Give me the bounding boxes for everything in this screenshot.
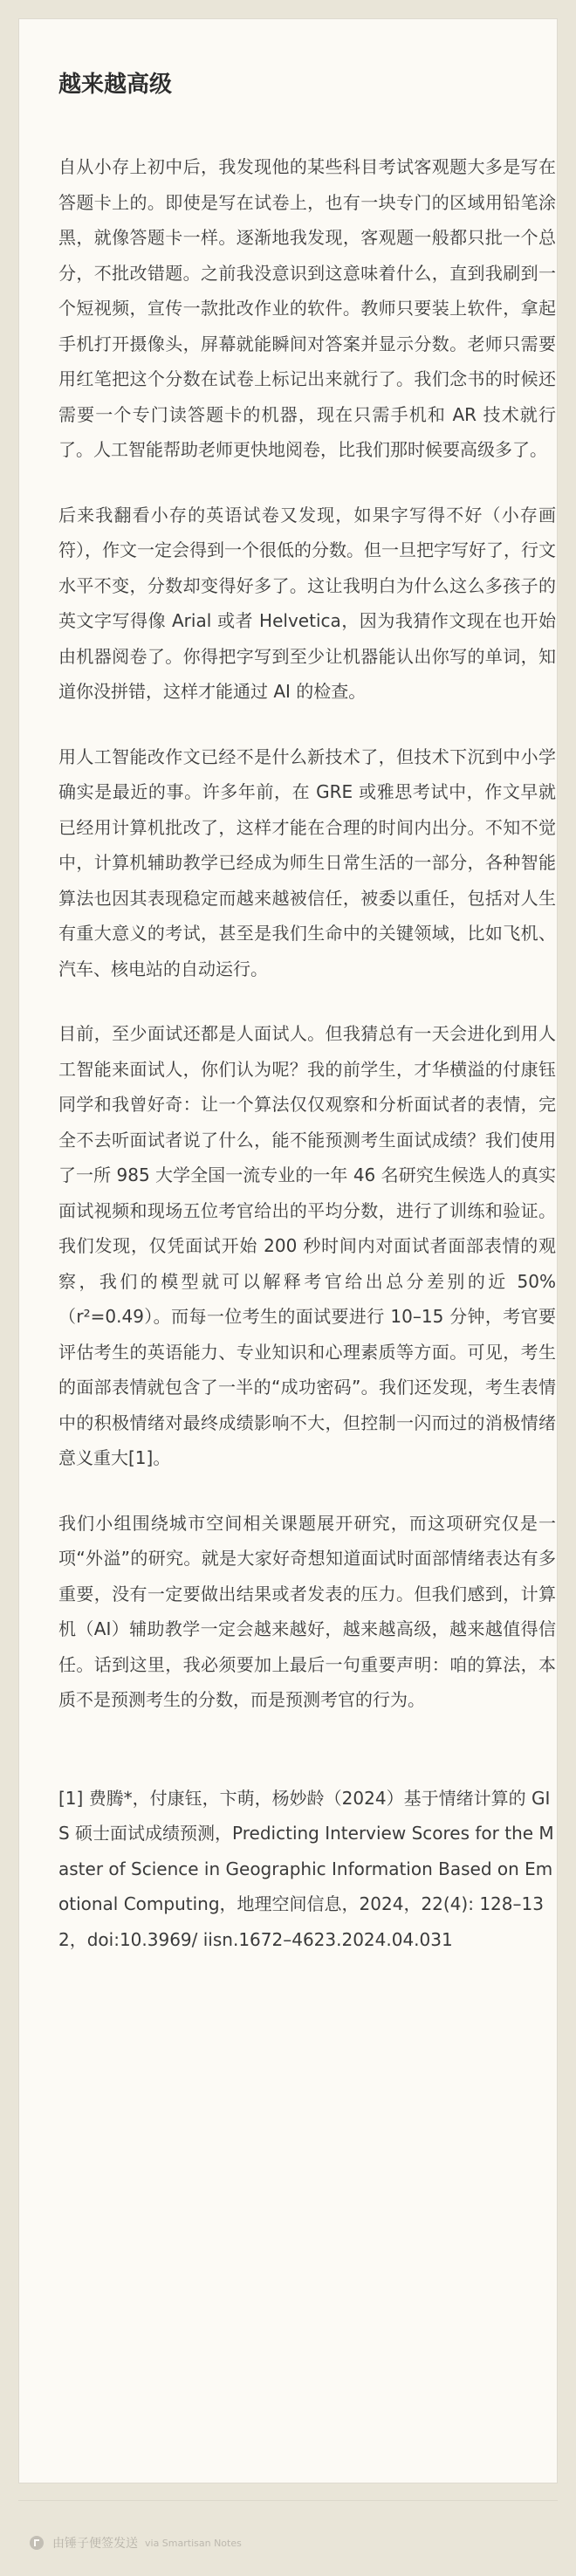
paragraph-3: 用人工智能改作文已经不是什么新技术了，但技术下沉到中小学确实是最近的事。许多年前，在 GRE 或雅思考试中，作文早就已经用计算机批改了，这样才能在合理的时间内出分。不知不觉中，计算机辅助教学已经成为师生日常生活的一部分，各种智能算法也因其表现稳定而越来越被信任，被委以重任，包括对人生有重大意义的考试，甚至是我们生命中的关键领域，比如飞机、汽车、核电站的自动运行。: [58, 745, 556, 979]
paragraph-5: 我们小组围绕城市空间相关课题展开研究，而这项研究仅是一项“外溢”的研究。就是大家好奇想知道面试时面部情绪表达有多重要，没有一定要做出结果或者发表的压力。但我们感到，计算机（AI）辅助教学一定会越来越好，越来越高级，越来越值得信任。话到这里，我必须要加上最后一句重要声明：咱的算法，本质不是预测考生的分数，而是预测考官的行为。: [58, 1512, 556, 1711]
reference: [1] 费腾*，付康钰，卞萌，杨妙龄（2024）基于情绪计算的 GIS 硕士面试成绩预测，Predicting Interview Scores for the Master of Science in Geographic Information Based on Emotional Computing，地理空间信息，2024，22(4): 128–132，doi:10.3969/ iisn.1672–4623.2024.04.031: [58, 1787, 554, 1950]
note-content: [58, 72, 556, 1957]
note-title: 越来越高级: [58, 72, 173, 98]
paragraph-1: 自从小存上初中后，我发现他的某些科目考试客观题大多是写在答题卡上的。即使是写在试卷上，也有一块专门的区域用铅笔涂黑，就像答题卡一样。逐渐地我发现，客观题一般都只批一个总分，不批改错题。之前我没意识到这意味着什么，直到我刷到一个短视频，宣传一款批改作业的软件。教师只要装上软件，拿起手机打开摄像头，屏幕就能瞬间对答案并显示分数。老师只需要用红笔把这个分数在试卷上标记出来就行了。我们念书的时候还需要一个专门读答题卡的机器，现在只需手机和 AR 技术就行了。人工智能帮助老师更快地阅卷，比我们那时候要高级多了。: [58, 156, 556, 461]
footer-text: 由锤子便签发送: [52, 2537, 138, 2551]
paragraph-4: 目前，至少面试还都是人面试人。但我猜总有一天会进化到用人工智能来面试人，你们认为呢？我的前学生，才华横溢的付康钰同学和我曾好奇：让一个算法仅仅观察和分析面试者的表情，完全不去听面试者说了什么，能不能预测考生面试成绩？我们使用了一所 985 大学全国一流专业的一年 46 名研究生候选人的真实面试视频和现场五位考官给出的平均分数，进行了训练和验证。我们发现，仅凭面试开始 200 秒时间内对面试者面部表情的观察，我们的模型就可以解释考官给出总分差别的近 50%（r²=0.49）。而每一位考生的面试要进行 10–15 分钟，考官要评估考生的英语能力、专业知识和心理素质等方面。可见，考生的面部表情就包含了一半的“成功密码”。我们还发现，考生表情中的积极情绪对最终成绩影响不大，但控制一闪而过的消极情绪意义重大[1]。: [58, 1023, 556, 1469]
paragraph-2: 后来我翻看小存的英语试卷又发现，如果字写得不好（小存画符），作文一定会得到一个很低的分数。但一旦把字写好了，行文水平不变，分数却变得好多了。这让我明白为什么这么多孩子的英文字写得像 Arial 或者 Helvetica，因为我猜作文现在也开始由机器阅卷了。你得把字写到至少让机器能认出你写的单词，知道你没拼错，这样才能通过 AI 的检查。: [58, 504, 556, 703]
smartisan-notes-icon: [30, 2536, 44, 2550]
footer-via: via Smartisan Notes: [145, 2537, 242, 2549]
footer-divider: [18, 2500, 558, 2501]
footer: [30, 2533, 242, 2552]
note-sheet: [18, 18, 558, 2483]
